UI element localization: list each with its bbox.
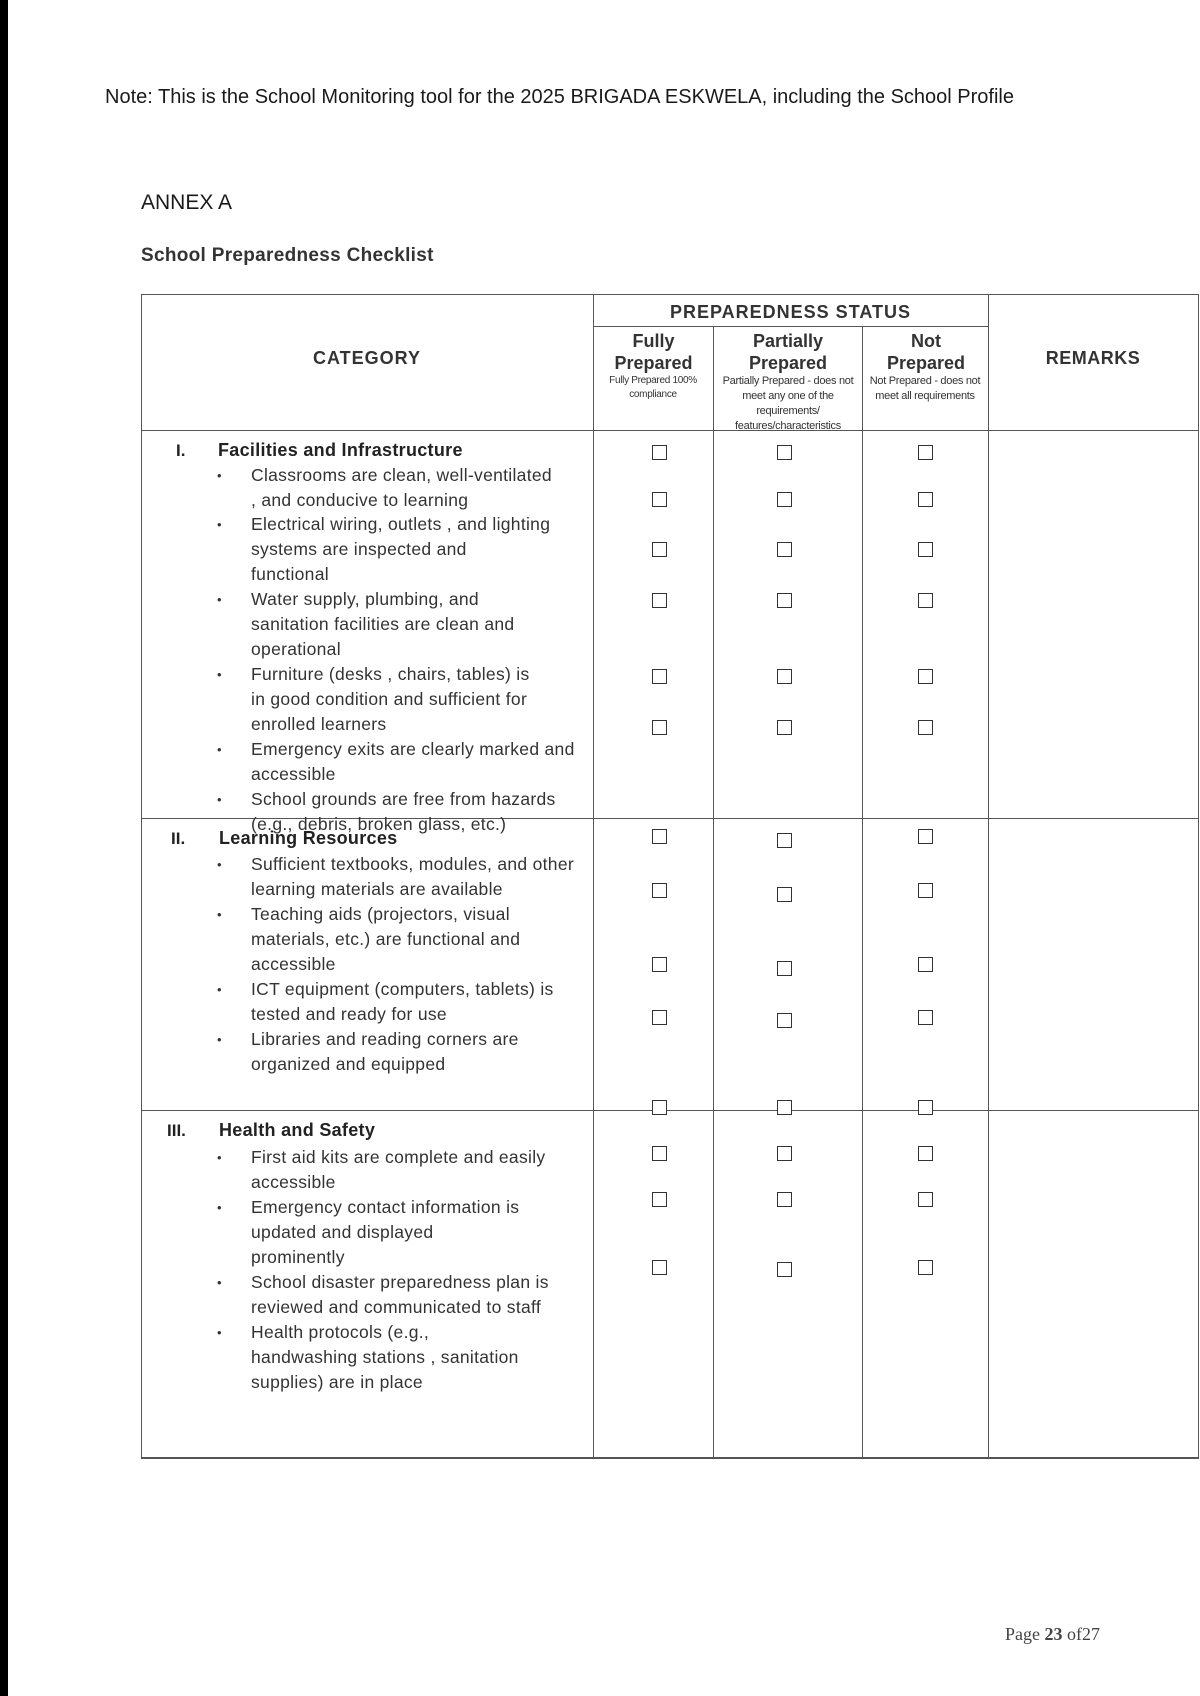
checklist-item-line: reviewed and communicated to staff [251,1297,542,1317]
bullet-icon: • [217,592,222,607]
partially-prepared-checkbox[interactable] [777,445,792,460]
not-prepared-checkbox[interactable] [918,883,933,898]
document-page [8,0,1200,1696]
partially-prepared-checkbox[interactable] [777,1262,792,1277]
partially-prepared-checkbox[interactable] [777,669,792,684]
fully-prepared-checkbox[interactable] [652,720,667,735]
bullet-icon: • [217,1150,222,1165]
checklist-item-line: prominently [251,1247,345,1267]
checklist-title: School Preparedness Checklist [141,245,434,266]
bullet-icon: • [217,517,222,532]
checklist-item [251,902,520,977]
checklist-item-line: Emergency exits are clearly marked and [251,739,575,759]
page-number: Page 23 of27 [1005,1624,1100,1644]
checklist-item [251,587,514,662]
checklist-item-line: Health protocols (e.g., [251,1322,430,1342]
checklist-item-line: accessible [251,954,336,974]
fully-prepared-checkbox[interactable] [652,1010,667,1025]
bullet-icon: • [217,982,222,997]
fully-prepared-checkbox[interactable] [652,492,667,507]
checklist-item [251,1027,519,1077]
not-prepared-checkbox[interactable] [918,593,933,608]
bullet-icon: • [217,468,222,483]
section-title: Facilities and Infrastructure [218,440,463,460]
fully-prepared-checkbox[interactable] [652,829,667,844]
bullet-icon: • [217,792,222,807]
checklist-item-line: accessible [251,764,336,784]
section-title: Learning Resources [219,828,398,848]
partially-prepared-checkbox[interactable] [777,961,792,976]
partially-prepared-desc: Partially Prepared - does not meet any one of the requirements/ features/characteristics [722,375,854,432]
not-prepared-checkbox[interactable] [918,720,933,735]
checklist-item-line: Libraries and reading corners are [251,1029,519,1049]
partially-prepared-checkbox[interactable] [777,593,792,608]
note-text: Note: This is the School Monitoring tool for the 2025 BRIGADA ESKWELA, including the School Profile [105,86,1014,108]
checklist-item-line: Sufficient textbooks, modules, and other [251,854,574,874]
checklist-item-line: functional [251,564,329,584]
checklist-item-line: Classrooms are clean, well-ventilated [251,465,552,485]
checklist-item-line: School disaster preparedness plan is [251,1272,549,1292]
checklist-item-line: Water supply, plumbing, and [251,589,479,609]
checklist-item-line: Teaching aids (projectors, visual [251,904,510,924]
fully-prepared-checkbox[interactable] [652,957,667,972]
checklist-item-line: learning materials are available [251,879,503,899]
partially-prepared-checkbox[interactable] [777,887,792,902]
fully-prepared-checkbox[interactable] [652,1260,667,1275]
checklist-item [251,1320,519,1395]
checklist-item [251,787,556,837]
checklist-item-line: tested and ready for use [251,1004,447,1024]
fully-prepared-checkbox[interactable] [652,593,667,608]
bullet-icon: • [217,667,222,682]
not-prepared-checkbox[interactable] [918,445,933,460]
partially-prepared-checkbox[interactable] [777,720,792,735]
not-prepared-desc: Not Prepared - does not meet all requirements [869,375,981,402]
bullet-icon: • [217,857,222,872]
fully-prepared-checkbox[interactable] [652,883,667,898]
not-prepared-checkbox[interactable] [918,492,933,507]
checklist-item-line: accessible [251,1172,336,1192]
not-prepared-checkbox[interactable] [918,957,933,972]
fully-prepared-checkbox[interactable] [652,669,667,684]
partially-prepared-checkbox[interactable] [777,833,792,848]
preparedness-table [141,294,1199,1458]
not-prepared-checkbox[interactable] [918,1010,933,1025]
checklist-item [251,1195,519,1270]
partially-prepared-checkbox[interactable] [777,492,792,507]
partially-prepared-checkbox[interactable] [777,1146,792,1161]
bullet-icon: • [217,1275,222,1290]
checklist-item-line: First aid kits are complete and easily [251,1147,546,1167]
checklist-item [251,852,574,902]
bullet-icon: • [217,1032,222,1047]
not-prepared-checkbox[interactable] [918,542,933,557]
partially-prepared-checkbox[interactable] [777,1013,792,1028]
section-number: III. [167,1121,186,1140]
fully-prepared-checkbox[interactable] [652,1100,667,1115]
category-header: CATEGORY [312,348,421,368]
checklist-item-line: enrolled learners [251,714,387,734]
checklist-item [251,463,552,513]
fully-prepared-header: Fully Prepared [614,331,693,373]
checklist-item-line: Electrical wiring, outlets , and lighting [251,514,551,534]
not-prepared-checkbox[interactable] [918,1260,933,1275]
section-number: I. [176,441,186,460]
checklist-item-line: School grounds are free from hazards [251,789,556,809]
fully-prepared-checkbox[interactable] [652,445,667,460]
fully-prepared-desc: Fully Prepared 100% compliance [609,375,697,400]
checklist-item-line: (e.g., debris, broken glass, etc.) [251,814,507,834]
fully-prepared-checkbox[interactable] [652,542,667,557]
partially-prepared-checkbox[interactable] [777,542,792,557]
checklist-item-line: organized and equipped [251,1054,446,1074]
preparedness-status-header: PREPAREDNESS STATUS [669,302,912,322]
fully-prepared-checkbox[interactable] [652,1192,667,1207]
checklist-item [251,977,554,1027]
checklist-item-line: handwashing stations , sanitation [251,1347,519,1367]
checklist-item-line: Furniture (desks , chairs, tables) is [251,664,530,684]
checklist-item [251,662,530,737]
not-prepared-header: Not Prepared [886,331,966,373]
checklist-item-line: supplies) are in place [251,1372,423,1392]
bullet-icon: • [217,907,222,922]
remarks-header: REMARKS [1045,348,1141,368]
checklist-item-line: sanitation facilities are clean and [251,614,515,634]
checklist-item [251,1145,545,1195]
section-number: II. [171,829,186,848]
not-prepared-checkbox[interactable] [918,829,933,844]
annex-title: ANNEX A [141,191,233,214]
not-prepared-checkbox[interactable] [918,1146,933,1161]
checklist-item-line: operational [251,639,341,659]
section-title: Health and Safety [219,1120,376,1140]
fully-prepared-checkbox[interactable] [652,1146,667,1161]
not-prepared-checkbox[interactable] [918,1192,933,1207]
checklist-item-line: , and conducive to learning [251,490,469,510]
checklist-item [251,737,575,787]
not-prepared-checkbox[interactable] [918,1100,933,1115]
partially-prepared-checkbox[interactable] [777,1100,792,1115]
not-prepared-checkbox[interactable] [918,669,933,684]
bullet-icon: • [217,1325,222,1340]
partially-prepared-header: Partially Prepared [748,331,828,373]
bullet-icon: • [217,742,222,757]
checklist-item-line: systems are inspected and [251,539,467,559]
partially-prepared-checkbox[interactable] [777,1192,792,1207]
checklist-item-line: updated and displayed [251,1222,434,1242]
checklist-item [251,1270,549,1320]
checklist-item-line: Emergency contact information is [251,1197,520,1217]
bullet-icon: • [217,1200,222,1215]
checklist-item-line: materials, etc.) are functional and [251,929,521,949]
checklist-item [251,512,550,587]
checklist-item-line: in good condition and sufficient for [251,689,528,709]
checklist-item-line: ICT equipment (computers, tablets) is [251,979,554,999]
